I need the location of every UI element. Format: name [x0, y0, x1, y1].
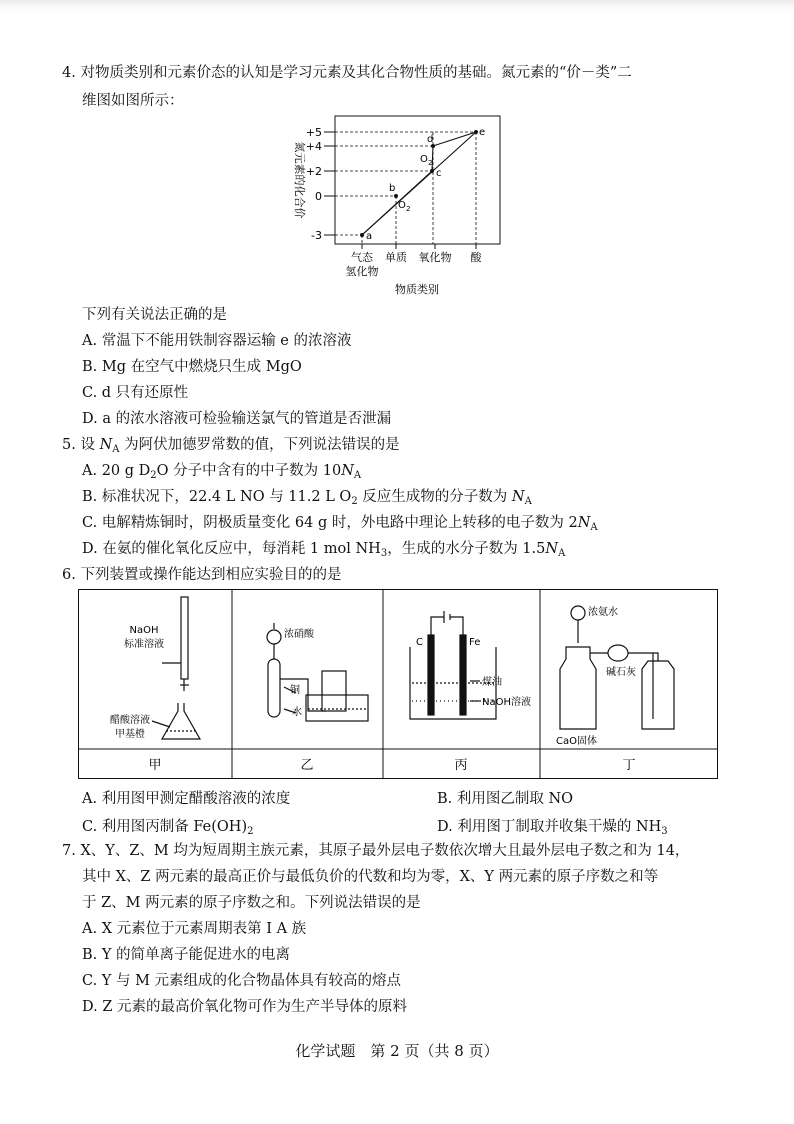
xtick-gas-hydride-2: 氢化物 — [345, 265, 379, 278]
page-footer: 化学试题 第 2 页（共 8 页） — [295, 1042, 499, 1060]
q5-stem: 5. 设 $N_A$ 为阿伏加德罗常数的值，下列说法错误的是 — [62, 437, 400, 455]
q4-stem-line1: 4. 对物质类别和元素价态的认知是学习元素及其化合物性质的基础。氮元素的“价－类”二 — [62, 65, 632, 81]
jia-acetic-label: 醋酸溶液 — [110, 715, 150, 726]
ytick-plus4: +4 — [305, 140, 322, 153]
q7-option-a: A. X 元素位于元素周期表第 Ⅰ A 族 — [82, 921, 307, 937]
ytick-plus5: +5 — [305, 126, 322, 139]
diagram-ylabel: 氮元素的化合价 — [293, 141, 306, 219]
q6-option-b: B. 利用图乙制取 NO — [437, 791, 574, 807]
q7-stem-line2: 其中 X、Z 两元素的最高正价与最低负价的代数和均为零，X、Y 两元素的原子序数之和等 — [82, 869, 659, 885]
point-e: e — [479, 127, 486, 138]
jia-indicator-label: 甲基橙 — [115, 729, 145, 740]
ding-ammonia-label: 浓氨水 — [588, 607, 618, 618]
yi-copper-label: 铜 — [290, 685, 300, 696]
arrow-label-o2-upper: O — [420, 154, 428, 165]
arrow-label-o2-lower-sub: 2 — [406, 205, 411, 213]
bing-carbon-label: C — [416, 637, 423, 648]
q6-option-a: A. 利用图甲测定醋酸溶液的浓度 — [82, 791, 291, 807]
arrow-label-o2-lower: O — [398, 200, 406, 211]
valence-class-diagram — [280, 110, 510, 300]
q6-option-c: C. 利用图丙制备 $Fe(OH)_2$ — [82, 819, 254, 837]
panel-label-ding: 丁 — [622, 758, 636, 773]
q7-stem-line3: 于 Z、M 两元素的原子序数之和。下列说法错误的是 — [82, 895, 421, 911]
q5-option-c: C. 电解精炼铜时，阴极质量变化 64 g 时，外电路中理论上转移的电子数为 $2N_A$ — [82, 515, 598, 533]
q6-stem: 6. 下列装置或操作能达到相应实验目的的是 — [62, 567, 342, 583]
q4-stem-line2: 维图如图所示： — [82, 93, 184, 109]
point-a: a — [366, 231, 373, 242]
q5-option-b: B. 标准状况下，22.4 L NO 与 11.2 L $O_2$ 反应生成物的分子数为 $N_A$ — [82, 489, 532, 507]
yi-water-label: 水 — [292, 707, 302, 718]
panel-label-bing: 丙 — [454, 758, 468, 773]
q4-question: 下列有关说法正确的是 — [82, 307, 227, 323]
ding-cao-label: CaO固体 — [556, 736, 597, 747]
panel-label-yi: 乙 — [300, 758, 314, 773]
q6-option-d: D. 利用图丁制取并收集干燥的 $NH_3$ — [437, 819, 668, 837]
q5-option-a: A. 20 g $D_2O$ 分子中含有的中子数为 $10N_A$ — [82, 463, 362, 481]
q5-option-d: D. 在氨的催化氧化反应中，每消耗 1 mol $NH_3$，生成的水分子数为 $1.5N_A$ — [82, 541, 566, 559]
ding-soda-lime-label: 碱石灰 — [606, 667, 636, 678]
jia-titration-apparatus — [152, 597, 200, 739]
q6-apparatus-table — [78, 589, 718, 779]
point-c: c — [436, 168, 442, 179]
q7-option-c: C. Y 与 M 元素组成的化合物晶体具有较高的熔点 — [82, 973, 402, 989]
xtick-acid: 酸 — [470, 251, 482, 264]
arrow-label-o2-upper-sub: 2 — [428, 159, 433, 167]
bing-naoh-label: NaOH溶液 — [482, 697, 531, 708]
diagram-xlabel: 物质类别 — [395, 283, 439, 296]
q4-option-c: C. d 只有还原性 — [82, 385, 189, 401]
ytick-minus3: -3 — [311, 229, 322, 242]
bing-kerosene-label: 煤油 — [482, 677, 502, 688]
panel-label-jia: 甲 — [148, 758, 162, 773]
jia-standard-label: 标准溶液 — [124, 639, 164, 650]
xtick-oxide: 氧化物 — [418, 251, 452, 264]
point-d: d — [427, 134, 434, 145]
q7-option-d: D. Z 元素的最高价氧化物可作为生产半导体的原料 — [82, 999, 408, 1015]
q4-option-b: B. Mg 在空气中燃烧只生成 MgO — [82, 359, 302, 375]
ytick-zero: 0 — [315, 190, 322, 203]
jia-naoh-label: NaOH — [129, 625, 159, 636]
yi-nitric-acid-label: 浓硝酸 — [284, 629, 314, 640]
xtick-element: 单质 — [385, 251, 407, 264]
bing-iron-label: Fe — [469, 637, 481, 648]
q7-stem-line1: 7. X、Y、Z、M 均为短周期主族元素，其原子最外层电子数依次增大且最外层电子数之和为 14， — [62, 843, 690, 859]
point-b: b — [389, 183, 396, 194]
q7-option-b: B. Y 的简单离子能促进水的电离 — [82, 947, 291, 963]
q4-option-d: D. a 的浓水溶液可检验输送氯气的管道是否泄漏 — [82, 411, 392, 427]
xtick-gas-hydride-1: 气态 — [351, 251, 373, 264]
q4-option-a: A. 常温下不能用铁制容器运输 e 的浓溶液 — [82, 333, 352, 349]
yi-no-apparatus — [267, 623, 368, 721]
ytick-plus2: +2 — [305, 165, 322, 178]
